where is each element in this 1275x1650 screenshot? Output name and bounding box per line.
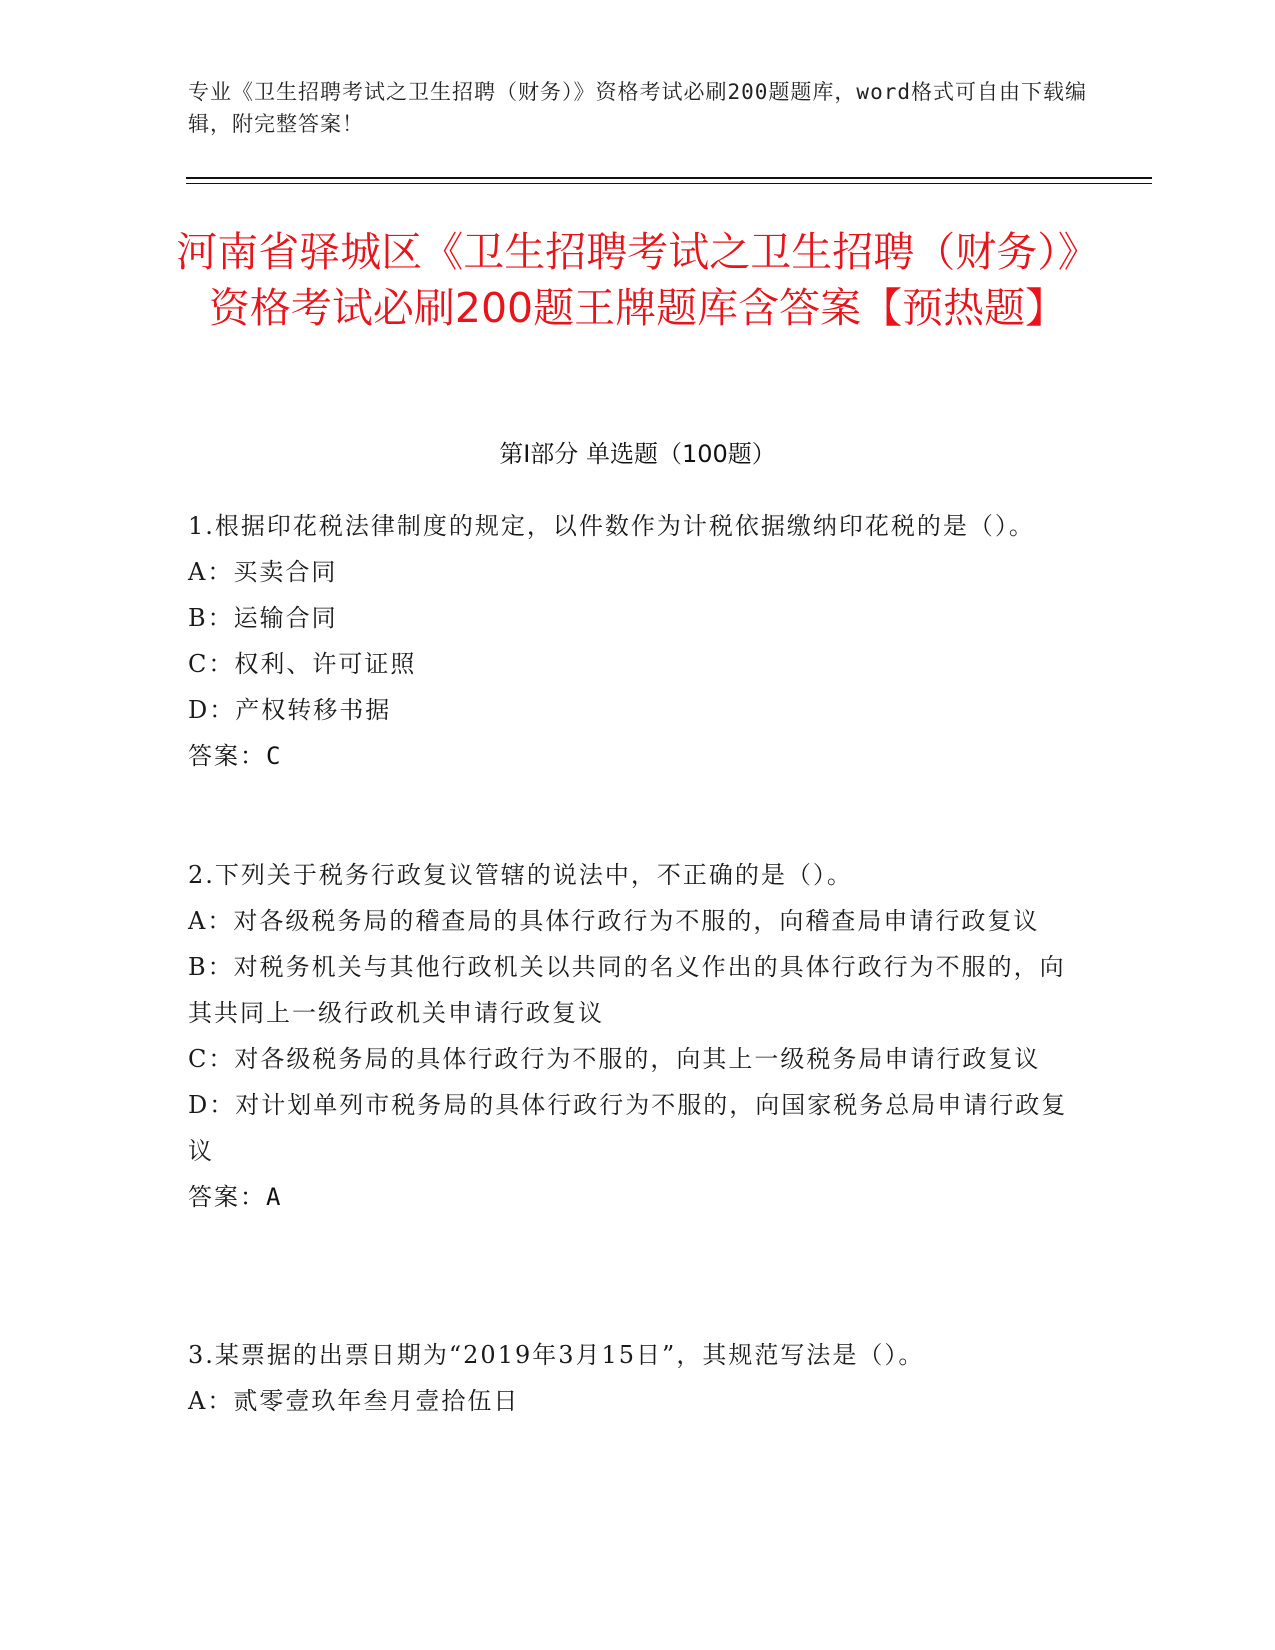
option-a: A：买卖合同 <box>188 558 338 586</box>
option-a: A：对各级税务局的稽查局的具体行政行为不服的，向稽查局申请行政复议 <box>188 907 1040 935</box>
option-b: B：运输合同 <box>188 604 338 632</box>
question-1 <box>188 503 1088 779</box>
option-c: C：对各级税务局的具体行政行为不服的，向其上一级税务局申请行政复议 <box>188 1045 1041 1073</box>
question-stem: 2.下列关于税务行政复议管辖的说法中，不正确的是（）。 <box>188 861 853 889</box>
option-c: C：权利、许可证照 <box>188 650 417 678</box>
answer-label: 答案： <box>188 742 266 770</box>
question-3 <box>188 1332 1088 1424</box>
answer-line <box>188 1174 1088 1220</box>
answer-line <box>188 733 1088 779</box>
header-rule-thick <box>186 177 1152 179</box>
question-2 <box>188 852 1088 1220</box>
page-header: 专业《卫生招聘考试之卫生招聘（财务）》资格考试必刷200题题库，word格式可自由下载编辑，附完整答案！ <box>188 80 1087 136</box>
option-d: D：产权转移书据 <box>188 696 392 724</box>
section-title: 第Ⅰ部分 单选题（100题） <box>499 440 776 468</box>
header-rule-thin <box>186 183 1152 184</box>
answer-label: 答案： <box>188 1183 266 1211</box>
document-title: 河南省驿城区《卫生招聘考试之卫生招聘（财务）》资格考试必刷200题王牌题库含答案【预热题】 <box>176 228 1099 332</box>
option-a: A：贰零壹玖年叁月壹拾伍日 <box>188 1387 520 1415</box>
option-d: D：对计划单列市税务局的具体行政行为不服的，向国家税务总局申请行政复议 <box>188 1091 1068 1165</box>
answer-value: A <box>266 1183 283 1211</box>
option-b: B：对税务机关与其他行政机关以共同的名义作出的具体行政行为不服的，向其共同上一级行政机关申请行政复议 <box>188 953 1066 1027</box>
answer-value: C <box>266 742 283 770</box>
question-stem: 3.某票据的出票日期为“2019年3月15日”，其规范写法是（）。 <box>188 1341 925 1369</box>
question-stem: 1.根据印花税法律制度的规定，以件数作为计税依据缴纳印花税的是（）。 <box>188 512 1035 540</box>
